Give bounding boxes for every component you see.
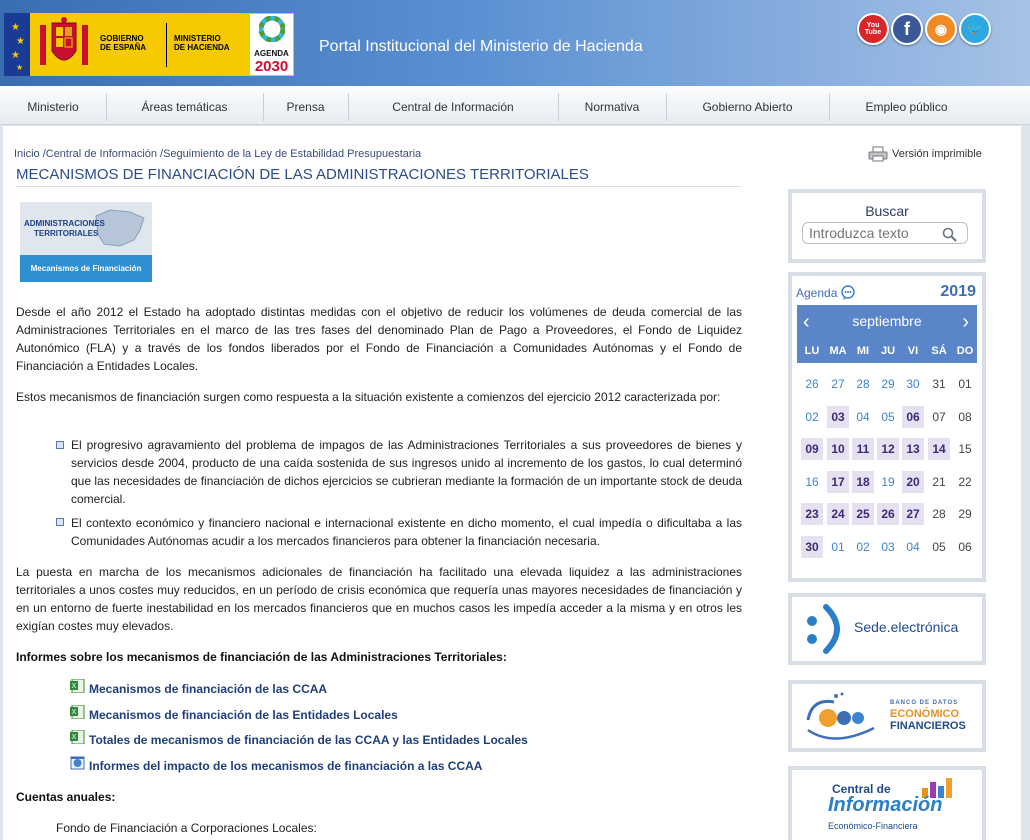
excel-icon: [70, 730, 85, 744]
search-title: Buscar: [865, 203, 909, 219]
calendar-day-event[interactable]: 23: [801, 503, 823, 525]
ministerio-text: MINISTERIO DE HACIENDA: [174, 34, 230, 52]
calendar-weekday: MI: [856, 345, 870, 357]
print-label: Versión imprimible: [892, 148, 982, 160]
coat-of-arms-icon: [38, 17, 90, 73]
main-nav: [0, 86, 1030, 125]
nav-empleo-publico[interactable]: Empleo público: [865, 100, 948, 114]
prev-month-button[interactable]: ‹: [803, 311, 810, 333]
bullet-item: El progresivo agravamiento del problema de impagos de las Administraciones Territoriales a sus proveedores de bienes y servicios desde 2004, producto de una caída sostenida de sus ingresos unido al incremento de los gastos, lo cual determinó que las necesidades de financiación de dichos ejercicios se cubrieran mediante la formación de un importante stock de deuda comercial.: [71, 438, 742, 506]
calendar-day-event[interactable]: 17: [827, 471, 849, 493]
search-icon[interactable]: [942, 227, 958, 243]
breadcrumb-inicio[interactable]: Inicio: [14, 148, 40, 160]
liquidity-paragraph: La puesta en marcha de los mecanismos adicionales de financiación ha facilitado una elevada liquidez a las administraciones territoriales a unos costes muy reducidos, en un período de crisis económica que requería unas mayores necesidades de financiación y en un entorno de fuerte inestabilidad en los mercados financieros que en muchos casos les impedía acceder a la misma y en otros les exigían costes muy elevados.: [16, 565, 742, 633]
banner-title: ADMINISTRACIONES TERRITORIALES: [24, 219, 105, 238]
nav-areas-tematicas[interactable]: Áreas temáticas: [141, 100, 228, 114]
calendar-day: 02: [856, 540, 870, 554]
context-paragraph: Estos mecanismos de financiación surgen como respuesta a la situación existente a comienzos del ejercicio 2012 caracterizada por:: [16, 390, 721, 404]
central-label-3: Económico-Financiera: [828, 821, 918, 831]
calendar-day-event[interactable]: 14: [928, 438, 950, 460]
sede-logo-icon: [804, 603, 854, 655]
twitter-icon[interactable]: 🐦: [959, 13, 991, 45]
calendar-day: 05: [932, 540, 946, 554]
calendar-day-event[interactable]: 26: [877, 503, 899, 525]
calendar-day-event[interactable]: 24: [827, 503, 849, 525]
sede-panel[interactable]: [788, 593, 986, 665]
calendar-day-event[interactable]: 25: [852, 503, 874, 525]
logo-divider: [166, 23, 167, 67]
calendar-day-event[interactable]: 30: [801, 536, 823, 558]
link-informes-impacto[interactable]: Informes del impacto de los mecanismos de financiación a las CCAA: [89, 759, 483, 773]
nav-prensa[interactable]: Prensa: [286, 100, 325, 114]
calendar-day-event[interactable]: 12: [877, 438, 899, 460]
link-mecanismos-entidades-locales[interactable]: Mecanismos de financiación de las Entidades Locales: [89, 708, 398, 722]
calendar-day: 31: [932, 377, 946, 391]
eu-flag-icon: ★ ★ ★ ★: [4, 13, 30, 76]
calendar-day: 30: [906, 377, 920, 391]
search-panel: [788, 189, 986, 263]
calendar-day: 29: [958, 507, 972, 522]
informes-heading: Informes sobre los mecanismos de financiación de las Administraciones Territoriales:: [16, 650, 507, 664]
svg-text:X: X: [71, 683, 77, 690]
page-title: MECANISMOS DE FINANCIACIÓN DE LAS ADMINISTRACIONES TERRITORIALES: [16, 166, 741, 187]
calendar-day-event[interactable]: 10: [827, 438, 849, 460]
link-totales-mecanismos[interactable]: Totales de mecanismos de financiación de las CCAA y las Entidades Locales: [89, 733, 528, 747]
calendar-day-event[interactable]: 13: [902, 438, 924, 460]
bullet-icon: [56, 518, 64, 526]
calendar-day: 08: [958, 409, 972, 424]
calendar-day: 19: [881, 474, 895, 489]
calendar-day: 27: [831, 377, 845, 391]
calendar-day: 03: [881, 540, 895, 554]
mecanismos-banner: [20, 202, 152, 282]
gobierno-text: GOBIERNO DE ESPAÑA: [100, 34, 147, 52]
central-label-2: Información: [828, 794, 943, 816]
cuentas-heading: Cuentas anuales:: [16, 790, 116, 804]
breadcrumb-seguimiento[interactable]: /Seguimiento de la Ley de Estabilidad Presupuestaria: [160, 148, 422, 160]
calendar-day-event[interactable]: 09: [801, 438, 823, 460]
agenda-link[interactable]: Agenda: [796, 285, 856, 301]
banco-label-2: ECONÓMICO: [890, 708, 960, 720]
calendar-day-event[interactable]: 27: [902, 503, 924, 525]
web-page-icon: [70, 756, 85, 770]
banner-subtitle: Mecanismos de Financiación: [20, 255, 152, 282]
nav-central-informacion[interactable]: Central de Información: [392, 100, 514, 114]
calendar-day: 21: [932, 474, 946, 489]
sdg-wheel-icon: [259, 16, 285, 42]
link-mecanismos-ccaa[interactable]: Mecanismos de financiación de las CCAA: [89, 682, 328, 696]
calendar-day-event[interactable]: 20: [902, 471, 924, 493]
calendar-day: 16: [805, 474, 819, 489]
calendar-weekday: MA: [829, 345, 847, 357]
calendar-day: 15: [958, 442, 972, 457]
banco-datos-logo-icon: [804, 690, 890, 744]
calendar-day-event[interactable]: 11: [852, 438, 874, 460]
facebook-icon[interactable]: f: [891, 13, 923, 45]
agenda-label: AGENDA: [254, 49, 289, 58]
speech-bubble-icon: [840, 285, 856, 301]
calendar-day: 01: [831, 540, 845, 554]
excel-icon: [70, 679, 85, 693]
calendar-year: 2019: [940, 283, 976, 300]
calendar-day: 29: [881, 377, 895, 391]
nav-ministerio[interactable]: Ministerio: [27, 100, 79, 114]
calendar-day: 05: [881, 409, 895, 424]
calendar-weekday: JU: [880, 345, 896, 357]
nav-normativa[interactable]: Normativa: [584, 100, 640, 114]
svg-text:X: X: [71, 709, 77, 716]
youtube-icon[interactable]: You Tube: [857, 13, 889, 45]
agenda-year: 2030: [254, 58, 289, 75]
calendar-day: 28: [856, 377, 870, 391]
site-header: [0, 0, 1030, 86]
calendar-month: septiembre: [852, 313, 922, 329]
breadcrumb-central[interactable]: /Central de Información: [42, 148, 158, 160]
calendar-day: 04: [856, 409, 870, 424]
calendar-day: 22: [958, 474, 972, 489]
calendar-panel: [788, 272, 986, 582]
calendar-weekday: DO: [956, 345, 974, 357]
calendar-day: 06: [958, 540, 972, 554]
sede-label: Sede.electrónica: [854, 619, 959, 635]
calendar-weekday: SÁ: [931, 345, 947, 357]
rss-icon[interactable]: ◉: [925, 13, 957, 45]
central-label-1: Central de: [832, 782, 891, 796]
bullet-item: El contexto económico y financiero nacional e internacional existente en dicho momento, el cual impedía o dificultaba a las Comunidades Autónomas acudir a los mercados financieros para obtener la financiación necesaria.: [71, 516, 742, 548]
intro-paragraph: Desde el año 2012 el Estado ha adoptado distintas medidas con el objetivo de reducir los volúmenes de deuda comercial de las Administraciones Territoriales en el marco de las tres fases del denominado Plan de Pago a Proveedores, el Fondo de Liquidez Autonómico (FLA) y a través de los fondos liberados por el Fondo de Financiación a Comunidades Autónomas y el Fondo de Financiación a Entidades Locales.: [16, 305, 742, 373]
calendar-day: 01: [958, 377, 972, 391]
next-month-button[interactable]: ›: [962, 311, 969, 333]
calendar-day: 28: [932, 507, 946, 522]
calendar-day-event[interactable]: 06: [902, 406, 924, 428]
svg-text:X: X: [71, 734, 77, 741]
calendar-day-event[interactable]: 03: [827, 406, 849, 428]
breadcrumb: [14, 148, 424, 160]
banco-datos-panel[interactable]: [788, 680, 986, 752]
calendar-day: 02: [805, 409, 819, 424]
portal-title[interactable]: Portal Institucional del Ministerio de Hacienda: [319, 38, 643, 55]
calendar-weekday: LU: [804, 345, 820, 357]
calendar-month-bar: [797, 305, 977, 339]
fondo-label: Fondo de Financiación a Corporaciones Locales:: [56, 821, 317, 835]
banco-label-3: FINANCIEROS: [890, 720, 966, 732]
calendar-day: 07: [932, 409, 946, 424]
bullet-icon: [56, 441, 64, 449]
printer-icon: [868, 146, 888, 162]
agenda-2030-logo[interactable]: [250, 14, 293, 75]
nav-gobierno-abierto[interactable]: Gobierno Abierto: [702, 100, 793, 114]
calendar-weekday: VI: [907, 345, 919, 357]
excel-icon: [70, 705, 85, 719]
banco-label-1: BANCO DE DATOS: [890, 700, 959, 706]
gobierno-logo[interactable]: [4, 13, 294, 76]
central-informacion-panel[interactable]: [788, 766, 986, 840]
calendar-day: 04: [906, 540, 920, 554]
calendar-day: 26: [805, 377, 819, 391]
calendar-day-event[interactable]: 18: [852, 471, 874, 493]
print-version-link[interactable]: [868, 146, 982, 162]
